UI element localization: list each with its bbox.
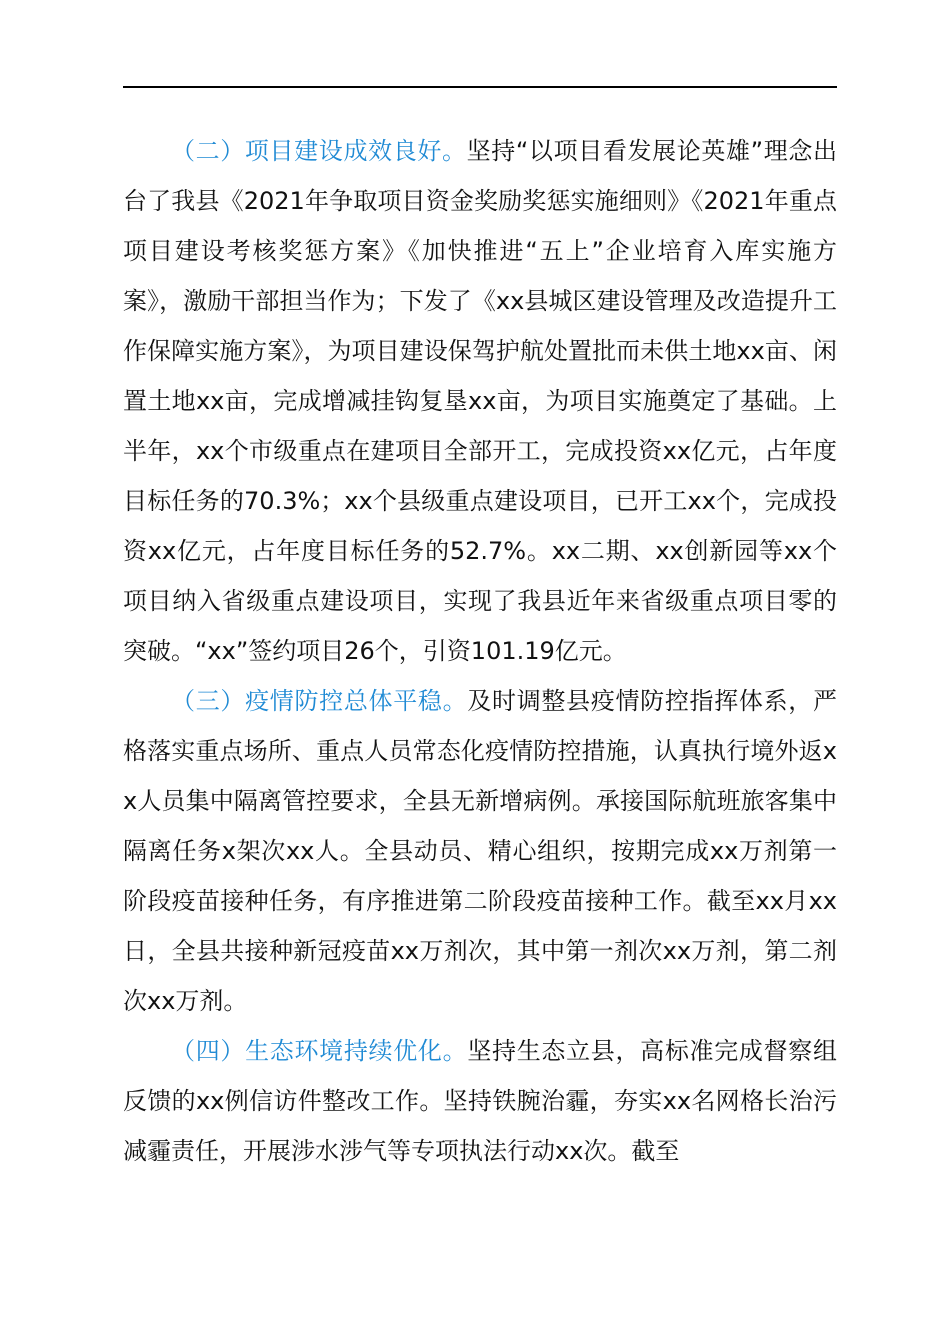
section-body: 坚持“以项目看发展论英雄”理念出台了我县《2021年争取项目资金奖励奖惩实施细则》《2021年重点项目建设考核奖惩方案》《加快推进“五上”企业培育入库实施方案》，激励干部担当作为；下发了《xx县城区建设管理及改造提升工作保障实施方案》，为项目建设保驾护航处置批而未供土地xx亩、闲置土地xx亩，完成增减挂钩复垦xx亩，为项目实施奠定了基础。上半年，xx个市级重点在建项目全部开工，完成投资xx亿元，占年度目标任务的70.3%；xx个县级重点建设项目，已开工xx个，完成投资xx亿元，占年度目标任务的52.7%。xx二期、xx创新园等xx个项目纳入省级重点建设项目，实现了我县近年来省级重点项目零的突破。“xx”签约项目26个，引资101.19亿元。 xyxy=(123,137,838,665)
section-epidemic-control xyxy=(123,676,837,1026)
section-body: 坚持生态立县，高标准完成督察组反馈的xx例信访件整改工作。坚持铁腕治霾，夯实xx名网格长治污减霾责任，开展涉水涉气等专项执法行动xx次。截至 xyxy=(123,1037,838,1165)
section-ecology xyxy=(123,1026,837,1176)
section-heading: （四）生态环境持续优化。 xyxy=(171,1037,468,1065)
section-body: 及时调整县疫情防控指挥体系，严格落实重点场所、重点人员常态化疫情防控措施，认真执行境外返xx人员集中隔离管控要求，全县无新增病例。承接国际航班旅客集中隔离任务x架次xx人。全县动员、精心组织，按期完成xx万剂第一阶段疫苗接种任务，有序推进第二阶段疫苗接种工作。截至xx月xx日，全县共接种新冠疫苗xx万剂次，其中第一剂次xx万剂，第二剂次xx万剂。 xyxy=(123,687,838,1015)
section-heading: （三）疫情防控总体平稳。 xyxy=(171,687,468,715)
section-heading: （二）项目建设成效良好。 xyxy=(171,137,467,165)
document-body xyxy=(123,126,837,1176)
header-rule xyxy=(123,86,837,88)
section-project-construction xyxy=(123,126,837,676)
